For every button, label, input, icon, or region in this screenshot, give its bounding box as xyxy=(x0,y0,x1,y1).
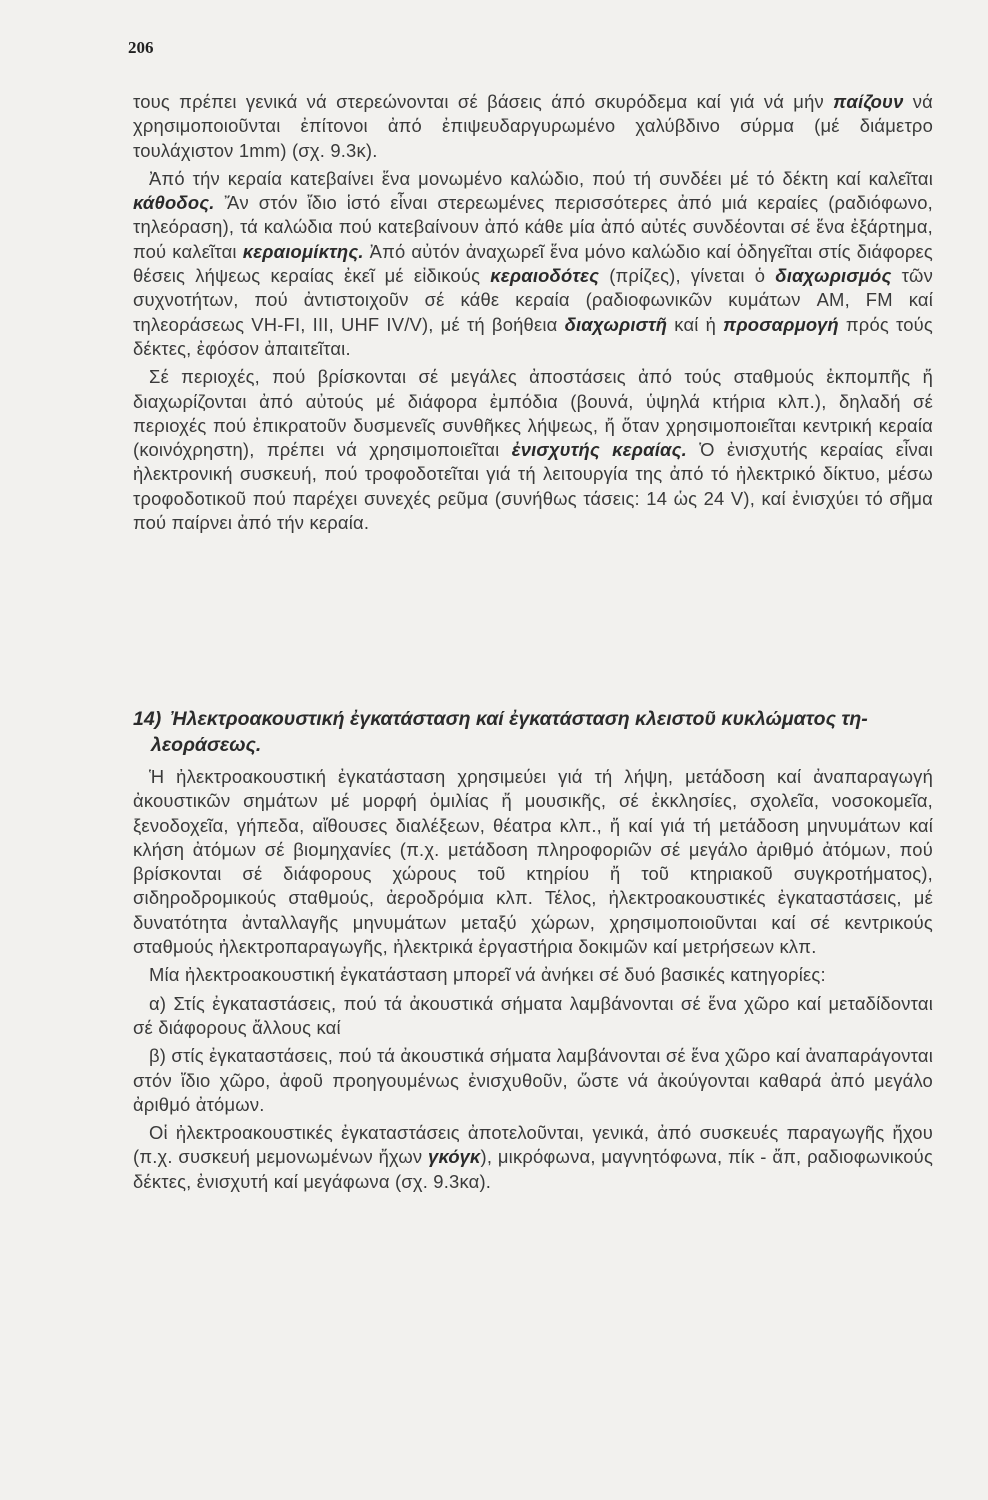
antenna-section xyxy=(133,90,933,539)
text-run: Ὁ ἐνισχυτής κεραίας εἶναι ἠλεκτρονική συσκευή, πού τροφοδοτεῖται γιά τή λειτουργία της ἀπό τό ἠλεκτρικό δίκτυο, μέσω τροφοδοτικοῦ πού παρέχει συνεχές ρεῦμα (συνήθως τάσεις: 14 ὡς 24 V), καί ἐνισχύει τό σῆμα πού παίρνει ἀπό τήν κεραία. xyxy=(133,439,933,534)
paragraph xyxy=(133,365,933,535)
paragraph: Ἡ ἠλεκτροακουστική ἐγκατάσταση χρησιμεύει γιά τή λήψη, μετάδοση καί ἀναπαραγωγή ἀκουστικῶν σημάτων μέ μορφή ὁμιλίας ἤ μουσικῆς, σέ ἐκκλησίες, σχολεῖα, νοσοκομεῖα, ξενοδοχεῖα, γήπεδα, αἴθουσες διαλέξεων, θέατρα κλπ., ἤ καί γιά τή μετάδοση μηνυμάτων καί κλήση ἀτόμων σέ βιομηχανίες (π.χ. μετάδοση πληροφοριῶν σέ μεγάλο ἀριθμό ἀτόμων, πού βρίσκονται σέ διάφορους χώρους τοῦ κτηρίου ἤ τοῦ κτηριακοῦ συγκροτήματος), σιδηροδρομικούς σταθμούς, ἀεροδρόμια κλπ. Τέλος, ἠλεκτροακουστικές ἐγκαταστάσεις, μέ δυνατότητα ἀνταλλαγῆς μηνυμάτων μεταξύ χώρων, χρησιμοποιοῦνται καί σέ κεντρικούς σταθμούς ἠλεκτροπαραγωγῆς, ἠλεκτρικά ἐργαστήρια δοκιμῶν καί μετρήσεων κλπ. xyxy=(133,766,933,958)
page-number: 206 xyxy=(128,38,154,57)
emphasized-term: παίζουν xyxy=(833,91,904,112)
paragraph xyxy=(133,167,933,361)
text-run: Οἱ ἠλεκτροακουστικές ἐγκαταστάσεις ἀποτελοῦνται, γενικά, ἀπό συσκευές παραγωγῆς ἤχου (π.χ. συσκευή μεμονωμένων ἤχων xyxy=(133,1122,933,1168)
emphasized-term: διαχωριστῆ xyxy=(564,313,668,335)
text-run: Ἀπό τήν κεραία κατεβαίνει ἕνα μονωμένο καλώδιο, πού τή συνδέει μέ τό δέκτη καί καλεῖται xyxy=(149,167,933,189)
section-heading xyxy=(133,706,933,758)
text-run: τους πρέπει γενικά νά στερεώνονται σέ βάσεις άπό σκυρόδεμα καί γιά νά μήν xyxy=(133,91,834,112)
text-run: πρός τούς δέκτες, ἐφόσον ἀπαιτεῖται. xyxy=(133,313,933,359)
text-run: Σέ περιοχές, πού βρίσκονται σέ μεγάλες ἀποστάσεις ἀπό τούς σταθμούς ἐκπομπῆς ἤ διαχωρίζονται ἀπό αὐτούς μέ διάφορα ἐμπόδια (βουνά, ὑψηλά κτήρια κλπ.), δηλαδή σέ περιοχές πού ἐπικρατοῦν δυσμενεῖς συνθῆκες λήψεως, ἤ ὅταν χρησιμοποιεῖται κεντρική κεραία (κοινόχρηστη), πρέπει νά χρησιμοποιεῖται xyxy=(133,366,933,461)
emphasized-term: κεραιοδότες xyxy=(490,265,600,287)
paragraph: Μία ἠλεκτροακουστική ἐγκατάσταση μπορεῖ νά ἀνήκει σέ δυό βασικές κατηγορίες: xyxy=(149,964,826,986)
text-run: καί ἡ xyxy=(667,313,724,335)
text-run: Ἀπό αὐτόν ἀναχωρεῖ ἕνα μόνο καλώδιο καί ὁδηγεῖται στίς διάφορες θέσεις λήψεως κεραίας ἐκεῖ μέ εἰδικούς xyxy=(133,240,933,287)
paragraph xyxy=(133,1121,933,1194)
list-item: β) στίς ἐγκαταστάσεις, πού τά ἀκουστικά σήματα λαμβάνονται σέ ἕνα χῶρο καί ἀναπαράγονται στόν ἴδιο χῶρο, ἀφοῦ προηγουμένως ἐνισχυθοῦν, ὥστε νά ἀκούγονται καθαρά ἀπό μεγάλο ἀριθμό ἀτόμων. xyxy=(133,1045,934,1115)
paragraph xyxy=(133,90,933,163)
emphasized-term: κάθοδος. xyxy=(133,192,215,214)
list-item: α) Στίς ἐγκαταστάσεις, πού τά ἀκουστικά σήματα λαμβάνονται σέ ἕνα χῶρο καί μεταδίδονται σέ διάφορους ἄλλους καί xyxy=(133,992,933,1038)
text-run: τῶν συχνοτήτων, πού ἀντιστοιχοῦν σέ κάθε κεραία (ραδιοφωνικῶν κυμάτων AM, FM καί τηλεοράσεως VH-FI, III, UHF IV/V), μέ τή βοήθεια xyxy=(133,265,933,335)
emphasized-term: διαχωρισμός xyxy=(775,265,892,287)
section-title-line2: λεοράσεως. xyxy=(151,734,262,756)
emphasized-term: γκόγκ xyxy=(428,1146,481,1168)
text-run: (πρίζες), γίνεται ὁ xyxy=(599,265,776,287)
text-run: νά χρησιμοποιοῦνται ἐπίτονοι ἀπό ἐπιψευδαργυρωμένο χαλύβδινο σύρμα (μέ διάμετρο τουλάχιστον 1mm) (σχ. 9.3κ). xyxy=(133,91,934,161)
section-title-line1: Ἠλεκτροακουστική ἐγκατάσταση καί ἐγκατάσταση κλειστοῦ κυκλώματος τη- xyxy=(170,708,868,730)
emphasized-term: ἐνισχυτής κεραίας. xyxy=(511,439,687,461)
electroacoustic-section xyxy=(133,765,933,1198)
text-run: Ἄν στόν ἴδιο ἱστό εἶναι στερεωμένες περισσότερες ἀπό μιά κεραίες (ραδιόφωνο, τηλεόραση), τά καλώδια πού κατεβαίνουν ἀπό κάθε μία ἀπό αὐτές συνδέονται σέ ἕνα ἐξάρτημα, πού καλεῖται xyxy=(133,192,933,262)
emphasized-term: προσαρμογή xyxy=(723,313,839,335)
section-number: 14) xyxy=(133,708,162,730)
text-run: ), μικρόφωνα, μαγνητόφωνα, πίκ - ἄπ, ραδιοφωνικούς δέκτες, ἐνισχυτή καί μεγάφωνα (σχ. 9.3κα). xyxy=(133,1146,934,1192)
emphasized-term: κεραιομίκτης. xyxy=(242,240,364,262)
